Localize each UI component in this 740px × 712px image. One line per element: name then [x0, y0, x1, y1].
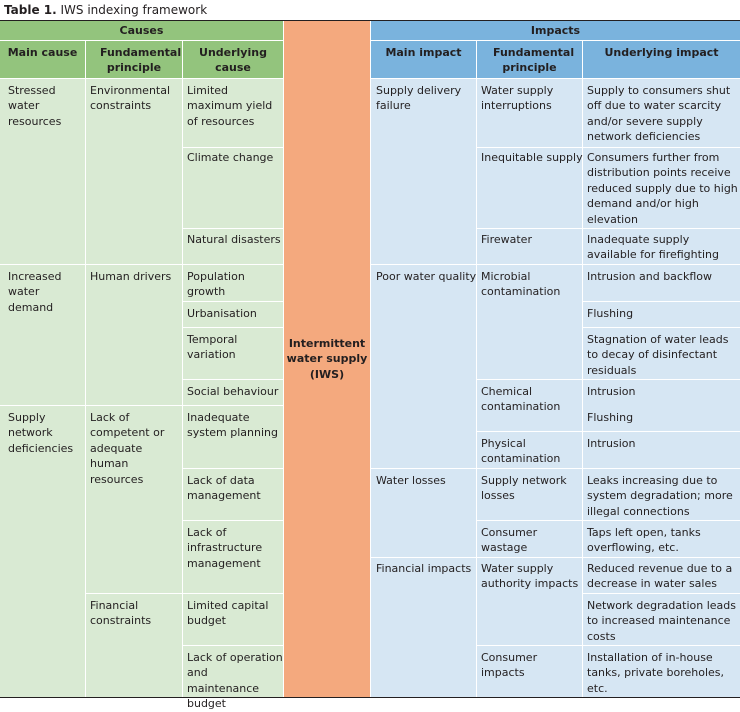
header-divider: [0, 40, 283, 41]
row-divider: [183, 327, 283, 328]
underlying-cause-cell: Natural disasters: [187, 233, 281, 246]
fundamental-principle-impact-cell: Supply network losses: [481, 474, 567, 503]
row-divider: [371, 78, 740, 79]
row-divider: [477, 228, 740, 229]
row-divider: [477, 431, 740, 432]
fundamental-principle-impact-cell: Chemical contamination: [481, 385, 561, 414]
column-divider: [476, 41, 477, 697]
underlying-impact-cell: Flushing: [587, 307, 634, 320]
underlying-impact-cell: Intrusion: [587, 437, 636, 450]
table-caption-label: Table 1.: [4, 3, 57, 17]
fundamental-principle-cause-cell: Lack of competent or adequate human resources: [90, 411, 165, 486]
underlying-cause-cell: Lack of infrastructure management: [187, 526, 263, 570]
underlying-cause-cell: Inadequate system planning: [187, 411, 278, 440]
underlying-impact-cell: Taps left open, tanks overflowing, etc.: [587, 526, 701, 555]
fundamental-principle-impact-cell: Consumer impacts: [481, 651, 538, 680]
underlying-cause-cell: Limited maximum yield of resources: [187, 84, 273, 128]
row-divider: [183, 468, 283, 469]
underlying-impact-cell: Stagnation of water leads to decay of disinfectant residuals: [587, 333, 729, 377]
fundamental-principle-impact-cell: Inequitable supply: [481, 151, 583, 164]
fundamental-principle-impact-cell: Water supply interruptions: [481, 84, 554, 113]
underlying-cause-cell: Social behaviour: [187, 385, 279, 398]
row-divider: [183, 228, 283, 229]
fundamental-principle-impact-header: Fundamental principle: [477, 41, 582, 78]
fundamental-principle-cause-cell: Human drivers: [90, 270, 172, 283]
table-caption-title: IWS indexing framework: [60, 3, 208, 17]
row-divider: [183, 379, 283, 380]
row-divider: [86, 593, 283, 594]
row-divider: [477, 379, 740, 380]
table-top-border: [0, 20, 740, 21]
underlying-cause-cell: Temporal variation: [187, 333, 238, 362]
underlying-impact-cell: Supply to consumers shut off due to water scarcity and/or severe supply network deficiencies: [587, 84, 731, 144]
main-cause-cell: Increased water demand: [8, 270, 62, 314]
header-divider: [371, 40, 740, 41]
main-cause-header: Main cause: [0, 41, 85, 78]
underlying-cause-cell: Limited capital budget: [187, 599, 269, 628]
main-impact-cell: Financial impacts: [376, 562, 472, 575]
underlying-impact-header: Underlying impact: [583, 41, 740, 78]
causes-header: Causes: [0, 21, 283, 40]
row-divider: [371, 264, 740, 265]
table-bottom-border: [0, 697, 740, 698]
row-divider: [0, 78, 283, 79]
underlying-cause-cell: Population growth: [187, 270, 245, 299]
row-divider: [371, 468, 740, 469]
fundamental-principle-impact-cell: Consumer wastage: [481, 526, 538, 555]
main-impact-cell: Poor water quality: [376, 270, 477, 283]
row-divider: [583, 593, 740, 594]
fundamental-principle-impact-cell: Microbial contamination: [481, 270, 561, 299]
impacts-header: Impacts: [371, 21, 740, 40]
underlying-impact-cell: Reduced revenue due to a decrease in water sales: [587, 562, 733, 591]
main-cause-cell: Stressed water resources: [8, 84, 62, 128]
row-divider: [477, 645, 740, 646]
underlying-impact-cell: Flushing: [587, 411, 634, 424]
underlying-impact-cell: Network degradation leads to increased maintenance costs: [587, 599, 736, 643]
row-divider: [183, 645, 283, 646]
underlying-impact-cell: Intrusion: [587, 385, 636, 398]
underlying-cause-cell: Lack of operation and maintenance budget: [187, 651, 283, 711]
main-cause-cell: Supply network deficiencies: [8, 411, 74, 455]
main-impact-cell: Supply delivery failure: [376, 84, 462, 113]
row-divider: [477, 520, 740, 521]
underlying-impact-cell: Leaks increasing due to system degradation; more illegal connections: [587, 474, 733, 518]
underlying-cause-cell: Lack of data management: [187, 474, 261, 503]
underlying-impact-cell: Inadequate supply available for firefighting: [587, 233, 719, 262]
fundamental-principle-impact-cell: Water supply authority impacts: [481, 562, 579, 591]
fundamental-principle-cause-cell: Financial constraints: [90, 599, 152, 628]
underlying-cause-cell: Climate change: [187, 151, 274, 164]
underlying-cause-header: Underlying cause: [183, 41, 283, 78]
fundamental-principle-impact-cell: Firewater: [481, 233, 532, 246]
row-divider: [183, 301, 283, 302]
table-caption: [4, 3, 207, 17]
fundamental-principle-cause-header: Fundamental principle: [86, 41, 182, 78]
main-impact-cell: Water losses: [376, 474, 446, 487]
row-divider: [0, 264, 283, 265]
underlying-cause-cell: Urbanisation: [187, 307, 257, 320]
fundamental-principle-impact-cell: Physical contamination: [481, 437, 561, 466]
underlying-impact-cell: Consumers further from distribution points receive reduced supply due to high demand and/or high elevation: [587, 151, 738, 226]
center-label: Intermittent water supply (IWS): [286, 337, 368, 381]
main-impact-header: Main impact: [371, 41, 476, 78]
underlying-impact-cell: Intrusion and backflow: [587, 270, 712, 283]
fundamental-principle-cause-cell: Environmental constraints: [90, 84, 171, 113]
row-divider: [183, 520, 283, 521]
underlying-impact-cell: Installation of in-house tanks, private boreholes, etc.: [587, 651, 725, 695]
row-divider: [583, 301, 740, 302]
row-divider: [371, 557, 740, 558]
row-divider: [0, 405, 283, 406]
row-divider: [583, 327, 740, 328]
